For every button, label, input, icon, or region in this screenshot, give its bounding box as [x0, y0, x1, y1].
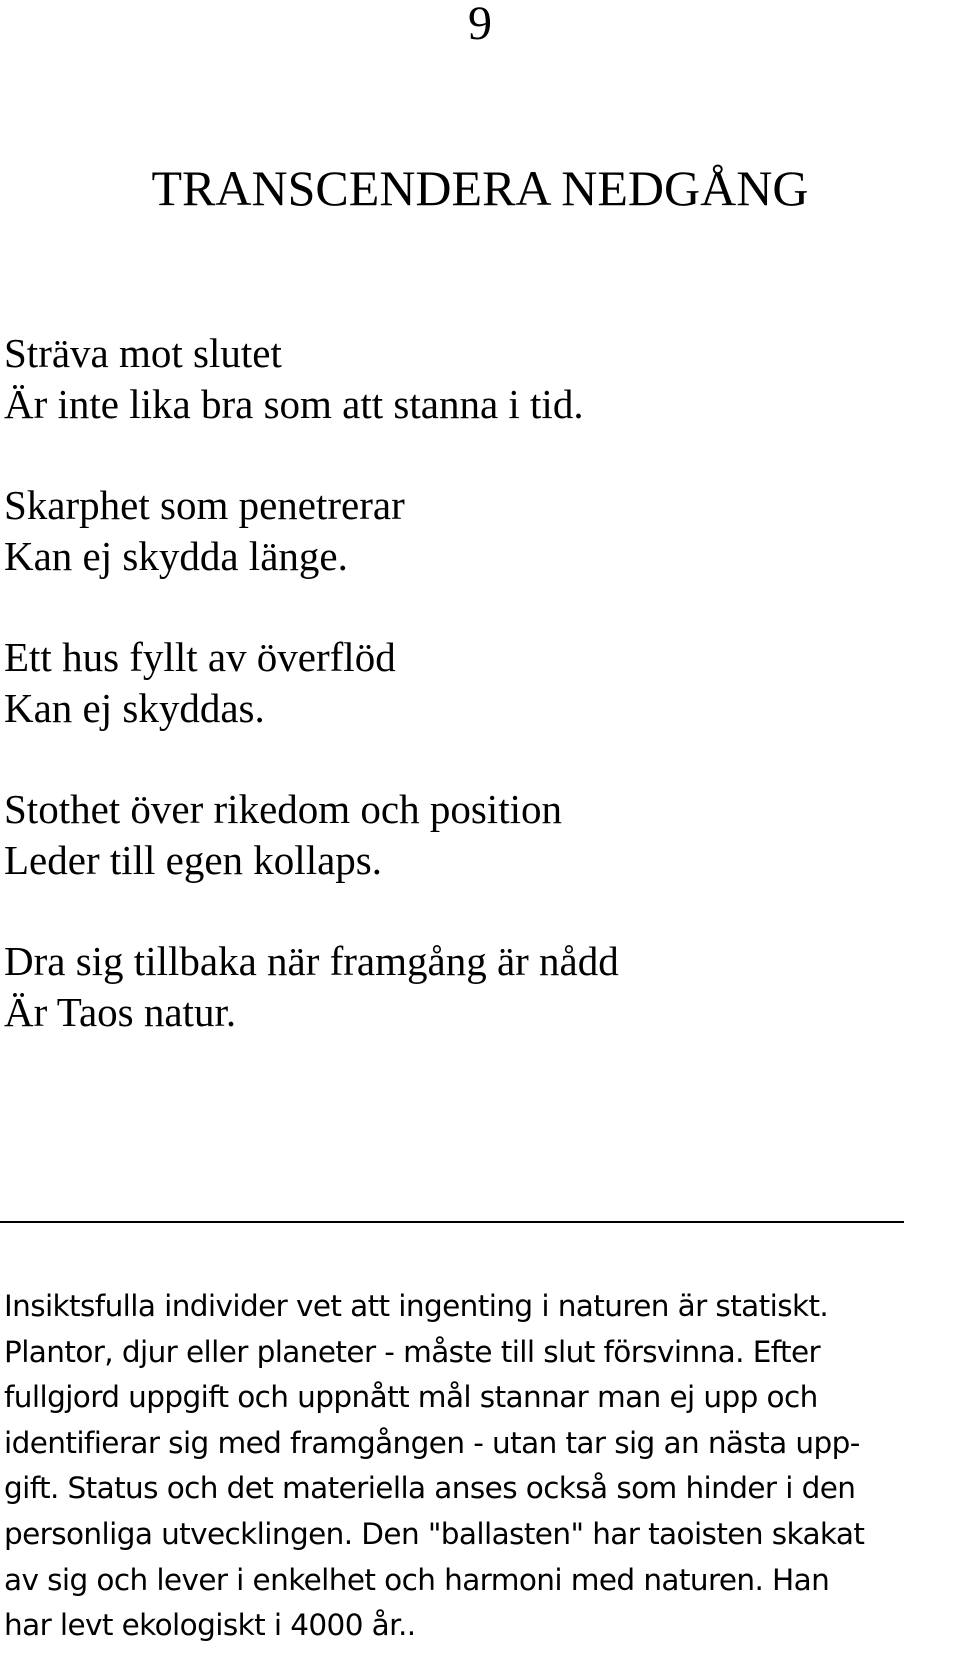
poem-line: Kan ej skydda länge. [4, 533, 348, 579]
poem-line: Kan ej skyddas. [4, 685, 265, 731]
commentary-line: Insiktsfulla individer vet att ingenting i naturen är statiskt. [4, 1289, 829, 1323]
page-number: 9 [468, 0, 492, 50]
poem-line: Är inte lika bra som att stanna i tid. [4, 381, 584, 427]
poem-line: Ett hus fyllt av överflöd [4, 634, 396, 680]
chapter-title: TRANSCENDERA NEDGÅNG [151, 160, 809, 216]
poem-line: Skarphet som penetrerar [4, 482, 405, 528]
commentary-line: har levt ekologiskt i 4000 år.. [4, 1608, 416, 1643]
poem-stanza [4, 328, 944, 430]
section-divider [0, 1221, 904, 1223]
poem-stanza [4, 480, 944, 582]
poem-stanza [4, 784, 944, 886]
commentary-paragraph [4, 1284, 954, 1649]
commentary-line: personliga utvecklingen. Den "ballasten" har taoisten skakat [4, 1516, 865, 1551]
poem-stanza [4, 632, 944, 734]
commentary-line: gift. Status och det materiella anses också som hinder i den [4, 1471, 856, 1506]
commentary-line: Plantor, djur eller planeter - måste till slut försvinna. Efter [4, 1334, 821, 1369]
commentary-line: fullgjord uppgift och uppnått mål stannar man ej upp och [4, 1380, 818, 1415]
poem-line: Är Taos natur. [4, 989, 237, 1035]
poem-line: Sträva mot slutet [4, 330, 282, 376]
poem-line: Stothet över rikedom och position [4, 786, 562, 832]
commentary-line: identifierar sig med framgången - utan tar sig an nästa upp- [4, 1425, 860, 1460]
poem-line: Dra sig tillbaka när framgång är nådd [4, 938, 619, 984]
poem [4, 328, 944, 1088]
commentary-line: av sig och lever i enkelhet och harmoni med naturen. Han [4, 1562, 830, 1597]
poem-line: Leder till egen kollaps. [4, 837, 382, 883]
poem-stanza [4, 936, 944, 1038]
